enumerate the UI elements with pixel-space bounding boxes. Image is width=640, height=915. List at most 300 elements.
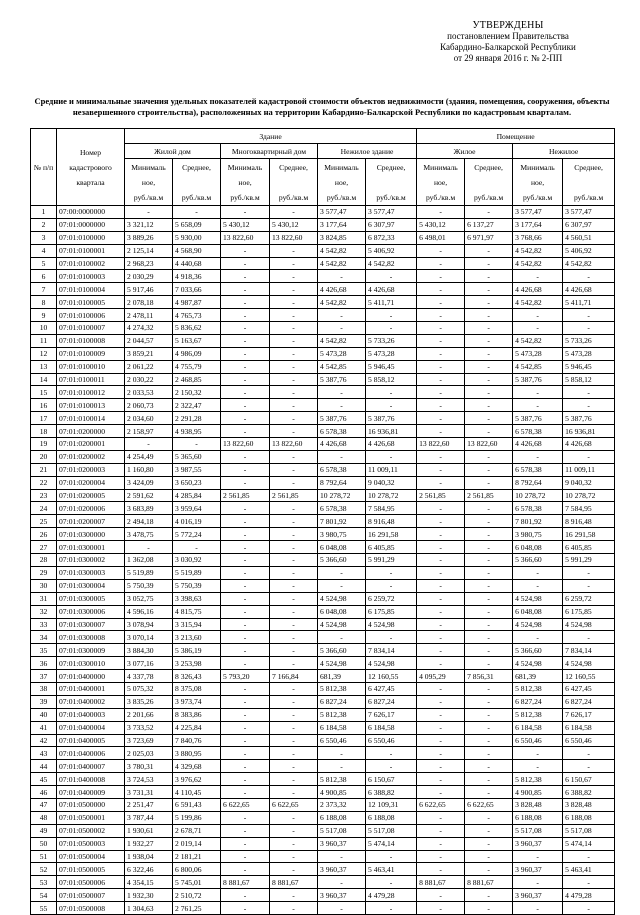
table-cell: 16 291,58 [563,528,615,541]
table-cell: 2 478,11 [125,309,173,322]
table-cell: 12 160,55 [563,670,615,683]
table-cell: 8 881,67 [417,876,465,889]
table-cell: 31 [31,592,57,605]
table-cell: 6 827,24 [513,695,563,708]
table-cell: 07:00:0000000 [57,206,125,219]
table-cell: 6 622,65 [465,798,513,811]
table-cell: - [221,657,270,670]
table-cell: - [465,257,513,270]
table-cell: - [513,399,563,412]
table-cell: 681,39 [318,670,366,683]
table-cell: - [465,425,513,438]
table-cell: - [221,708,270,721]
table-cell: 6 800,06 [173,863,221,876]
table-cell: - [318,876,366,889]
table-cell: - [417,528,465,541]
table-cell: 5 [31,257,57,270]
table-cell: 2 201,66 [125,708,173,721]
table-cell: - [270,708,318,721]
table-cell: 13 [31,360,57,373]
table-cell: 7 033,66 [173,283,221,296]
table-cell: 4 542,82 [513,296,563,309]
table-cell: 8 792,64 [513,476,563,489]
table-cell: 07:01:0100008 [57,334,125,347]
table-cell: 47 [31,798,57,811]
table-cell: - [366,270,417,283]
table-cell: 07:01:0500006 [57,876,125,889]
table-cell: - [417,708,465,721]
sub-header-nonresidential-building: Нежилое здание [318,144,417,159]
table-cell: 3 577,47 [366,206,417,219]
table-cell: - [417,579,465,592]
table-cell: - [465,334,513,347]
table-cell: - [221,566,270,579]
table-cell: - [270,347,318,360]
table-cell: 3 177,64 [318,218,366,231]
table-cell: 2 034,60 [125,412,173,425]
table-cell: 5 365,60 [173,450,221,463]
table-row [31,334,615,347]
table-cell: 5 519,89 [125,566,173,579]
table-cell: 3 321,12 [125,218,173,231]
table-cell: 5 387,76 [513,373,563,386]
table-cell: - [270,373,318,386]
table-cell: - [318,850,366,863]
table-cell: - [270,579,318,592]
table-cell: - [221,824,270,837]
table-cell: 3 577,47 [318,206,366,219]
table-cell: 6 184,58 [513,721,563,734]
table-cell: 53 [31,876,57,889]
document-title: Средние и минимальные значения удельных показателей кадастровой стоимости объектов недвижимости (здания, помещения, сооружения, объекты незавершенного строительства), расположенных на территории Кабардино-Балкарской Республики по кадастровым кварталам. [34,96,610,117]
table-cell: 18 [31,425,57,438]
table-cell: 07:01:0200001 [57,438,125,451]
table-cell: 5 387,76 [563,412,615,425]
table-cell: - [366,760,417,773]
table-cell: - [563,760,615,773]
table-cell: 4 900,85 [318,786,366,799]
table-cell: - [563,322,615,335]
table-cell: - [417,206,465,219]
table-cell: 5 812,38 [513,773,563,786]
table-cell: 6 971,97 [465,231,513,244]
table-cell: 07:01:0100009 [57,347,125,360]
table-cell: - [270,566,318,579]
table-cell: 3 768,66 [513,231,563,244]
table-cell: 2 678,71 [173,824,221,837]
table-cell: 4 426,68 [318,283,366,296]
table-cell: 5 075,32 [125,682,173,695]
table-cell: 5 387,76 [318,412,366,425]
table-cell: 29 [31,566,57,579]
table-cell: 3 780,31 [125,760,173,773]
table-row [31,360,615,373]
table-cell: 54 [31,889,57,902]
table-row [31,902,615,915]
table-cell: - [270,541,318,554]
approval-line-3: от 29 января 2016 г. № 2-ПП [453,53,563,63]
table-cell: 3 960,37 [513,889,563,902]
table-cell: 49 [31,824,57,837]
table-cell: - [270,425,318,438]
table-cell: 07:01:0500001 [57,811,125,824]
table-cell: - [221,244,270,257]
cadastral-value-table [30,128,615,915]
table-cell: - [125,206,173,219]
table-cell: 7 801,92 [513,515,563,528]
table-cell: 6 578,38 [318,463,366,476]
table-cell: 37 [31,670,57,683]
table-cell: - [513,850,563,863]
table-cell: - [465,566,513,579]
table-row [31,889,615,902]
table-cell: 2 025,03 [125,747,173,760]
table-cell: - [270,695,318,708]
table-row [31,386,615,399]
table-cell: 4 426,68 [513,438,563,451]
table-cell: - [417,412,465,425]
table-cell: - [465,412,513,425]
table-cell: 07:01:0400002 [57,695,125,708]
table-cell: - [417,322,465,335]
table-cell: 5 836,62 [173,322,221,335]
table-cell: - [270,850,318,863]
table-cell: 6 150,67 [563,773,615,786]
table-cell: 07:01:0400006 [57,747,125,760]
table-cell: - [221,270,270,283]
table-cell: - [221,528,270,541]
table-cell: - [270,721,318,734]
table-cell: - [563,876,615,889]
table-cell: - [465,399,513,412]
table-cell: - [563,399,615,412]
table-cell: 07:01:0200000 [57,425,125,438]
table-cell: - [513,566,563,579]
table-cell: - [221,541,270,554]
table-cell: 07:01:0200007 [57,515,125,528]
table-cell: - [221,386,270,399]
table-cell: 07:01:0400007 [57,760,125,773]
table-cell: - [221,476,270,489]
table-cell: - [366,747,417,760]
table-row [31,502,615,515]
table-cell: - [270,412,318,425]
table-cell: 07:01:0100004 [57,283,125,296]
table-cell: 5 946,45 [563,360,615,373]
table-cell: 5 658,09 [173,218,221,231]
table-row [31,592,615,605]
table-cell: - [465,450,513,463]
table-cell: - [270,528,318,541]
table-cell: - [417,644,465,657]
table-cell: - [318,760,366,773]
table-cell: 3 889,26 [125,231,173,244]
table-cell: 4 [31,244,57,257]
table-cell: 13 822,60 [465,438,513,451]
table-cell: - [270,206,318,219]
table-cell: 8 375,08 [173,682,221,695]
table-cell: 25 [31,515,57,528]
table-cell: 3 987,55 [173,463,221,476]
table-cell: - [465,773,513,786]
table-cell: - [270,605,318,618]
table-cell: - [221,502,270,515]
table-cell: - [465,463,513,476]
table-cell: 27 [31,541,57,554]
avg-value-header: Среднее, руб./кв.м [173,159,221,206]
table-cell: - [221,322,270,335]
table-cell: - [270,502,318,515]
table-cell: - [318,309,366,322]
table-cell: - [465,347,513,360]
table-cell: - [318,631,366,644]
table-cell: 4 524,98 [563,657,615,670]
table-row [31,244,615,257]
table-cell: 6 388,82 [563,786,615,799]
table-cell: 4 095,29 [417,670,465,683]
table-row [31,476,615,489]
table-cell: 6 498,01 [417,231,465,244]
table-cell: 2 150,32 [173,386,221,399]
table-cell: - [221,579,270,592]
table-cell: 07:01:0300009 [57,644,125,657]
table-cell: 5 858,12 [563,373,615,386]
table-cell: 3 960,37 [513,837,563,850]
table-row [31,515,615,528]
table-row [31,554,615,567]
table-cell: 3 960,37 [318,889,366,902]
table-cell: - [513,270,563,283]
table-cell: 3 835,26 [125,695,173,708]
table-cell: - [417,476,465,489]
table-cell: - [417,786,465,799]
table-cell: 7 [31,283,57,296]
table-cell: - [465,708,513,721]
table-cell: 4 274,32 [125,322,173,335]
table-cell: - [270,644,318,657]
table-cell: 2 494,18 [125,515,173,528]
table-cell: 3 976,62 [173,773,221,786]
table-cell: 4 225,84 [173,721,221,734]
table-cell: 07:01:0500008 [57,902,125,915]
table-row [31,399,615,412]
table-row [31,270,615,283]
table-cell: - [417,824,465,837]
table-cell: 07:01:0200004 [57,476,125,489]
table-cell: 8 326,43 [173,670,221,683]
table-cell: 9 040,32 [563,476,615,489]
table-cell: 07:01:0200002 [57,450,125,463]
table-cell: - [318,902,366,915]
table-cell: - [417,554,465,567]
table-cell: 12 160,55 [366,670,417,683]
table-cell: 07:01:0100013 [57,399,125,412]
table-cell: 6 388,82 [366,786,417,799]
table-cell: - [270,450,318,463]
table-cell: 5 917,46 [125,283,173,296]
table-cell: 4 524,98 [318,618,366,631]
table-cell: - [270,760,318,773]
table-cell: 2 468,85 [173,373,221,386]
table-cell: 07:01:0300007 [57,618,125,631]
table-cell: 36 [31,657,57,670]
table-cell: 4 479,28 [563,889,615,902]
table-cell: 6 048,08 [318,541,366,554]
approval-stamp [418,20,598,64]
table-cell: - [465,360,513,373]
table-cell: - [221,296,270,309]
table-cell: 7 834,14 [366,644,417,657]
table-cell: - [417,618,465,631]
table-cell: 5 474,14 [563,837,615,850]
table-cell: - [465,515,513,528]
table-cell: 5 517,08 [366,824,417,837]
table-cell: - [417,850,465,863]
table-cell: - [221,257,270,270]
table-cell: 4 524,98 [318,592,366,605]
table-cell: 5 991,29 [366,554,417,567]
table-cell: 5 463,41 [563,863,615,876]
table-row [31,347,615,360]
table-cell: 07:01:0200006 [57,502,125,515]
table-cell: - [417,244,465,257]
table-cell: 3 828,48 [563,798,615,811]
table-cell: 4 426,68 [366,438,417,451]
table-cell: - [417,541,465,554]
table-cell: - [221,760,270,773]
table-cell: 6 872,33 [366,231,417,244]
table-cell: - [270,811,318,824]
table-row [31,773,615,786]
table-row [31,463,615,476]
table-cell: 5 772,24 [173,528,221,541]
table-cell: 55 [31,902,57,915]
table-cell: - [270,360,318,373]
table-cell: - [270,386,318,399]
table-cell: 6 550,46 [563,734,615,747]
table-cell: - [513,760,563,773]
table-row [31,450,615,463]
table-row [31,528,615,541]
table-cell: - [270,257,318,270]
table-cell: 4 542,82 [513,334,563,347]
table-cell: 15 [31,386,57,399]
table-cell: - [417,399,465,412]
min-value-header: Минималь ное, руб./кв.м [513,159,563,206]
table-cell: 3 177,64 [513,218,563,231]
table-cell: 13 822,60 [270,231,318,244]
table-cell: - [221,811,270,824]
table-row [31,824,615,837]
table-cell: - [465,579,513,592]
table-cell: 5 430,12 [417,218,465,231]
table-cell: 2 060,73 [125,399,173,412]
table-cell: 6 048,08 [513,605,563,618]
table-cell: - [221,360,270,373]
table-cell: 07:01:0300010 [57,657,125,670]
table-cell: 14 [31,373,57,386]
table-cell: 07:01:0300006 [57,605,125,618]
table-cell: - [221,373,270,386]
table-cell: - [366,386,417,399]
table-cell: 4 542,82 [513,244,563,257]
table-cell: - [366,902,417,915]
table-cell: 22 [31,476,57,489]
table-cell: 07:01:0500000 [57,798,125,811]
table-cell: 5 793,20 [221,670,270,683]
table-cell: 7 840,76 [173,734,221,747]
table-cell: - [563,579,615,592]
table-cell: - [221,412,270,425]
table-cell: 8 881,67 [465,876,513,889]
table-cell: 4 560,51 [563,231,615,244]
table-cell: 07:01:0300005 [57,592,125,605]
table-cell: 4 254,49 [125,450,173,463]
table-cell: - [417,502,465,515]
table-cell: 2 373,32 [318,798,366,811]
table-cell: 3 650,23 [173,476,221,489]
table-cell: - [221,554,270,567]
table-cell: - [221,850,270,863]
table-cell: 6 550,46 [366,734,417,747]
table-cell: 50 [31,837,57,850]
table-cell: 4 479,28 [366,889,417,902]
table-cell: 6 322,46 [125,863,173,876]
table-cell: - [417,360,465,373]
avg-value-header: Среднее, руб./кв.м [270,159,318,206]
table-cell: - [465,386,513,399]
table-cell: 07:01:0100010 [57,360,125,373]
table-cell: 16 936,81 [366,425,417,438]
table-cell: - [221,682,270,695]
table-cell: 07:01:0500002 [57,824,125,837]
table-cell: 5 517,08 [563,824,615,837]
table-cell: 5 733,26 [563,334,615,347]
table-cell: 4 542,85 [513,360,563,373]
table-cell: 2 019,14 [173,837,221,850]
table-cell: 5 366,60 [318,554,366,567]
table-cell: - [270,399,318,412]
table-cell: 2 968,23 [125,257,173,270]
table-row [31,425,615,438]
table-cell: - [221,863,270,876]
table-cell: 6 175,85 [366,605,417,618]
table-cell: 6 405,85 [563,541,615,554]
table-cell: 32 [31,605,57,618]
table-cell: 07:01:0300004 [57,579,125,592]
table-cell: 2 561,85 [417,489,465,502]
table-cell: 5 991,29 [563,554,615,567]
table-cell: 5 519,89 [173,566,221,579]
table-cell: 9 [31,309,57,322]
table-cell: 3 731,31 [125,786,173,799]
group-header-premises: Помещение [417,129,615,144]
table-cell: 3 980,75 [513,528,563,541]
table-cell: 4 596,16 [125,605,173,618]
table-cell: - [221,734,270,747]
table-cell: - [417,631,465,644]
table-cell: 5 473,28 [563,347,615,360]
table-cell: - [563,386,615,399]
table-cell: 07:01:0500004 [57,850,125,863]
table-cell: 07:01:0500003 [57,837,125,850]
table-cell: 13 822,60 [417,438,465,451]
table-cell: - [125,541,173,554]
table-row [31,657,615,670]
table-cell: 41 [31,721,57,734]
table-cell: - [270,283,318,296]
table-cell: - [417,296,465,309]
